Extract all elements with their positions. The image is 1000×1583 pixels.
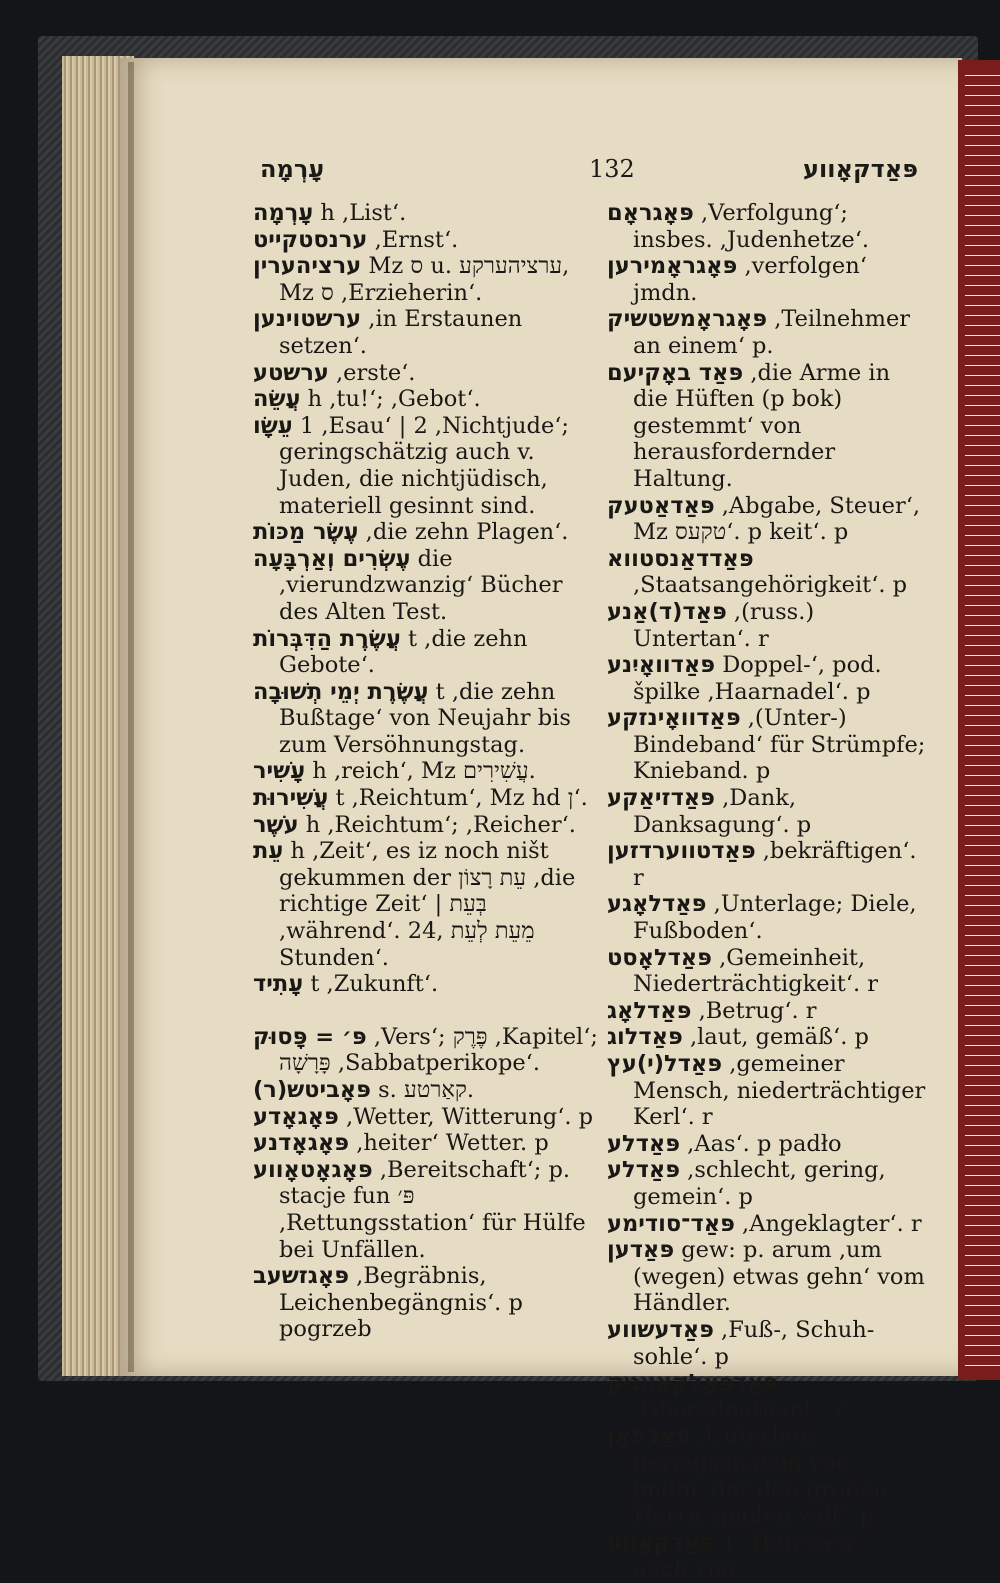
entry-definition: t ,Reichtum‘, Mz hd ן‘.	[335, 785, 588, 812]
entry-headword: עֲשֶׂרֶת יְמֵי תְשׁוּבָה	[253, 678, 429, 705]
entry-headword: עֶשְׂרִים וְאַרְבָּעָה	[253, 545, 411, 572]
dictionary-entry	[253, 1077, 605, 1104]
entry-definition: ,die zehn Plagen‘.	[365, 519, 569, 546]
entry-headword: פּאַדפּאָלקאָווניק	[607, 1370, 778, 1397]
dictionary-entry	[253, 253, 605, 306]
dictionary-entry	[607, 945, 927, 998]
entry-headword: פּאָביטש(ר)	[253, 1077, 371, 1103]
entry-definition: ,Unterherr‘ geringschätzig von jmdm, der den großen Herrn spielen will‘. p	[633, 1423, 888, 1530]
entry-definition: ,laut, gemäß‘. p	[689, 1024, 869, 1051]
dictionary-entry	[607, 200, 927, 253]
dictionary-entry	[253, 626, 605, 679]
entry-definition: 1 ,Esau‘ | 2 ,Nichtjude‘; geringschätzig auch v. Juden, die nichtjüdisch, materiell gesinnt sind.	[279, 412, 569, 519]
dictionary-entry	[607, 1211, 927, 1238]
entry-definition: ,Bereitschaft‘; p. stacje fun פּ׳ ,Rettungsstation‘ für Hülfe bei Unfällen.	[279, 1156, 586, 1263]
entry-headword: עָשִׁיר	[253, 758, 306, 785]
dictionary-entry	[607, 306, 927, 359]
entry-headword: פּאַדלאָגע	[607, 891, 707, 918]
entry-definition: h ,List‘.	[320, 200, 407, 226]
dictionary-entry	[253, 971, 605, 998]
entry-definition: ,gemeiner Mensch, niederträchtiger Kerl‘. r	[633, 1051, 926, 1131]
dictionary-entry	[607, 493, 927, 546]
entry-headword: פּאַדוואָיִנע	[607, 652, 716, 679]
entry-headword: עָרְמָה	[253, 200, 314, 226]
entry-definition: ,Wetter, Witterung‘. p	[345, 1103, 594, 1130]
entry-definition: h ,Reichtum‘; ,Reicher‘.	[305, 811, 576, 838]
dictionary-entry	[253, 1157, 605, 1263]
entry-headword: ערנסטקייט	[253, 226, 368, 253]
entry-definition: ,Verfolgung‘; insbes. ,Judenhetze‘.	[633, 200, 869, 253]
entry-definition: ,bekräftigen‘. r	[633, 838, 917, 891]
entry-definition: h ,tu!‘; ,Gebot‘.	[307, 386, 481, 413]
dictionary-entry	[607, 1237, 927, 1317]
entry-headword: פּאַד באָקיעם	[607, 359, 744, 386]
entry-headword: פּאַדלע	[607, 1157, 681, 1184]
header-left-word: עָרְמָה	[260, 155, 325, 183]
entry-definition: ,Abgabe, Steuer‘, Mz טקעס‘. p keit‘. p	[633, 492, 921, 546]
dictionary-entry	[607, 599, 927, 652]
entry-definition: ,(russ.) Untertan‘. r	[633, 598, 815, 652]
dictionary-entry	[253, 413, 605, 519]
entry-headword: פּאָגאָדע	[253, 1103, 339, 1130]
entry-definition: ,schlecht, gering, gemein‘. p	[633, 1157, 886, 1210]
running-header	[260, 155, 950, 195]
entry-headword: פּאַדקאָווע	[607, 1529, 715, 1556]
entry-headword: ערשטע	[253, 359, 329, 386]
dictionary-entry	[253, 1263, 605, 1343]
dictionary-entry	[253, 546, 605, 626]
dictionary-entry	[253, 386, 605, 413]
page-number: 132	[589, 155, 635, 183]
gutter-shadow	[128, 62, 134, 1372]
entry-headword: עֶשֶׂר מַכּוֹת	[253, 519, 359, 546]
entry-headword: עֵת	[253, 838, 284, 865]
entry-headword: פּאָגאָטאָווע	[253, 1156, 373, 1183]
dictionary-entry	[607, 705, 927, 785]
dictionary-entry	[253, 785, 605, 812]
dictionary-entry	[607, 652, 927, 705]
entry-definition: 1 ,Hufeisen‘, auch von	[633, 1529, 868, 1583]
entry-definition: ,Teilnehmer an einem‘ p.	[633, 306, 911, 359]
entry-definition: ,Begräbnis, Leichenbegängnis‘. p pogrzeb	[279, 1263, 523, 1343]
dictionary-entry	[607, 360, 927, 493]
entry-headword: עָתִיד	[253, 971, 304, 998]
entry-definition: ,Ernst‘.	[374, 226, 459, 253]
entry-definition: ,heiter‘ Wetter. p	[356, 1130, 549, 1157]
entry-definition: ,Angeklagter‘. r	[742, 1210, 922, 1237]
entry-definition: ,Oberstleutnant‘. r	[633, 1396, 846, 1423]
entry-headword: פּ׳ = פָּסוּק	[253, 1023, 367, 1050]
entry-headword: ערשטוינען	[253, 306, 362, 333]
entry-headword: פּאַד־סודימע	[607, 1210, 735, 1237]
right-column	[607, 200, 927, 1583]
entry-headword: פּאַדלאָסט	[607, 944, 712, 971]
dictionary-entry	[253, 1104, 605, 1131]
entry-headword: פּאַדטווערדזען	[607, 838, 756, 865]
entry-definition: ,die Arme in die Hüften (p bok) gestemmt‘ von herausfordernder Haltung.	[633, 359, 891, 492]
dictionary-entry	[253, 519, 605, 546]
entry-definition: die ,vierundzwanzig‘ Bücher des Alten Test.	[279, 545, 563, 625]
dictionary-entry	[253, 998, 605, 1024]
entry-headword: עֹשֶׁר	[253, 811, 299, 838]
entry-headword: פּאָגראָמירען	[607, 253, 738, 280]
entry-headword: עֵשָׂו	[253, 412, 293, 439]
entry-definition: ,Fuß-, Schuh-sohle‘. p	[633, 1316, 875, 1370]
entry-headword: פּאַדוואָינזקע	[607, 705, 741, 732]
entry-headword: פּאַד(ד)אַנע	[607, 598, 727, 625]
entry-headword: פּאַדעשווע	[607, 1316, 714, 1343]
entry-definition: h ,reich‘, Mz עֲשִׁירִים.	[312, 758, 536, 785]
dictionary-entry	[607, 1423, 927, 1529]
entry-definition: ,Gemeinheit, Niederträchtigkeit‘. r	[633, 944, 879, 998]
dictionary-entry	[607, 785, 927, 838]
entry-headword: פּאַדלוג	[607, 1024, 683, 1051]
entry-definition: ,in Erstaunen setzen‘.	[279, 306, 523, 359]
dictionary-entry	[607, 891, 927, 944]
left-column	[253, 200, 605, 1343]
dictionary-entry	[253, 758, 605, 785]
dictionary-entry	[607, 1157, 927, 1210]
entry-definition: ,Dank, Danksagung‘. p	[633, 785, 812, 838]
entry-definition: Doppel-‘, pod. špilke ,Haarnadel‘. p	[633, 652, 882, 705]
dictionary-entry	[253, 838, 605, 971]
entry-definition: t ,die zehn Bußtage‘ von Neujahr bis zum Versöhnungstag.	[279, 678, 571, 758]
entry-headword: פּאַדאַטעק	[607, 492, 715, 519]
entry-definition: ,Unterlage; Diele, Fußboden‘.	[633, 891, 917, 945]
dictionary-entry	[253, 1024, 605, 1077]
dictionary-entry	[607, 1051, 927, 1131]
entry-definition: ,erste‘.	[336, 359, 416, 386]
entry-definition: ,verfolgen‘ jmdn.	[633, 253, 867, 306]
entry-headword: פּאָגזשעב	[253, 1263, 350, 1290]
dictionary-entry	[253, 306, 605, 359]
entry-headword: פּאַדלע	[607, 1130, 681, 1157]
entry-headword: עֲשֶׂרֶת הַדִּבְּרוֹת	[253, 625, 401, 652]
entry-definition: gew: p. arum ,um (wegen) etwas gehn‘ vom Händler.	[633, 1237, 925, 1317]
dictionary-entry	[607, 838, 927, 891]
entry-headword: פּאַדזיאַקע	[607, 785, 715, 812]
entry-headword: פּאָגאָדנע	[253, 1130, 350, 1157]
entry-headword: פּאָגראָם	[607, 200, 694, 226]
dictionary-entry	[607, 1530, 927, 1583]
dictionary-entry	[607, 1024, 927, 1051]
dictionary-entry	[253, 360, 605, 387]
entry-definition: ,Aas‘. p padło	[687, 1130, 842, 1157]
entry-definition: Mz ס u. ערציהערקע, Mz ס ,Erzieherin‘.	[279, 253, 570, 306]
dictionary-entry	[253, 679, 605, 759]
entry-headword: עֲשִׁירוּת	[253, 785, 329, 812]
dictionary-entry	[607, 998, 927, 1025]
entry-headword: פּאַדדאַנסטווא	[607, 545, 754, 572]
entry-definition: s. קאַרטע.	[378, 1077, 475, 1103]
dictionary-entry	[253, 227, 605, 254]
dictionary-entry	[607, 1317, 927, 1370]
dictionary-entry	[607, 1131, 927, 1158]
entry-definition: t ,die zehn Gebote‘.	[279, 625, 528, 679]
dictionary-entry	[607, 253, 927, 306]
entry-headword: פּאַדפּאַן	[607, 1423, 691, 1450]
entry-definition: h ,Zeit‘, es iz noch ništ gekummen der עֵת רָצוֹן ,die richtige Zeit‘ | בְּעֵת ,während‘. מֵעֵת לְעֵת ,24 Stunden‘.	[279, 838, 576, 971]
header-right-word: פּאַדקאָווע	[803, 155, 918, 183]
entry-headword: פּאַדען	[607, 1237, 675, 1264]
entry-headword: פּאָגראָמשטשיק	[607, 306, 768, 333]
entry-headword: פּאַדל(י)עץ	[607, 1051, 723, 1077]
measure-ruler	[965, 75, 1000, 1375]
entry-definition: ,Staatsangehörigkeit‘. p	[633, 572, 908, 599]
dictionary-entry	[253, 812, 605, 839]
entry-definition: ,Vers‘; פֶּרֶק ,Kapitel‘; פָּרָשָׁה ,Sabbatperikope‘.	[279, 1023, 598, 1077]
entry-definition: ,Betrug‘. r	[698, 997, 817, 1024]
entry-headword: עֲשֵׂה	[253, 386, 301, 413]
dictionary-entry	[253, 1130, 605, 1157]
dictionary-entry	[607, 1370, 927, 1423]
entry-headword: פּאַדלאָג	[607, 997, 692, 1024]
dictionary-entry	[607, 546, 927, 599]
entry-definition: ,(Unter-) Bindeband‘ für Strümpfe; Knieband. p	[633, 705, 926, 785]
entry-headword: ערציהערין	[253, 253, 362, 280]
entry-definition: t ,Zukunft‘.	[310, 971, 439, 998]
dictionary-entry	[253, 200, 605, 227]
